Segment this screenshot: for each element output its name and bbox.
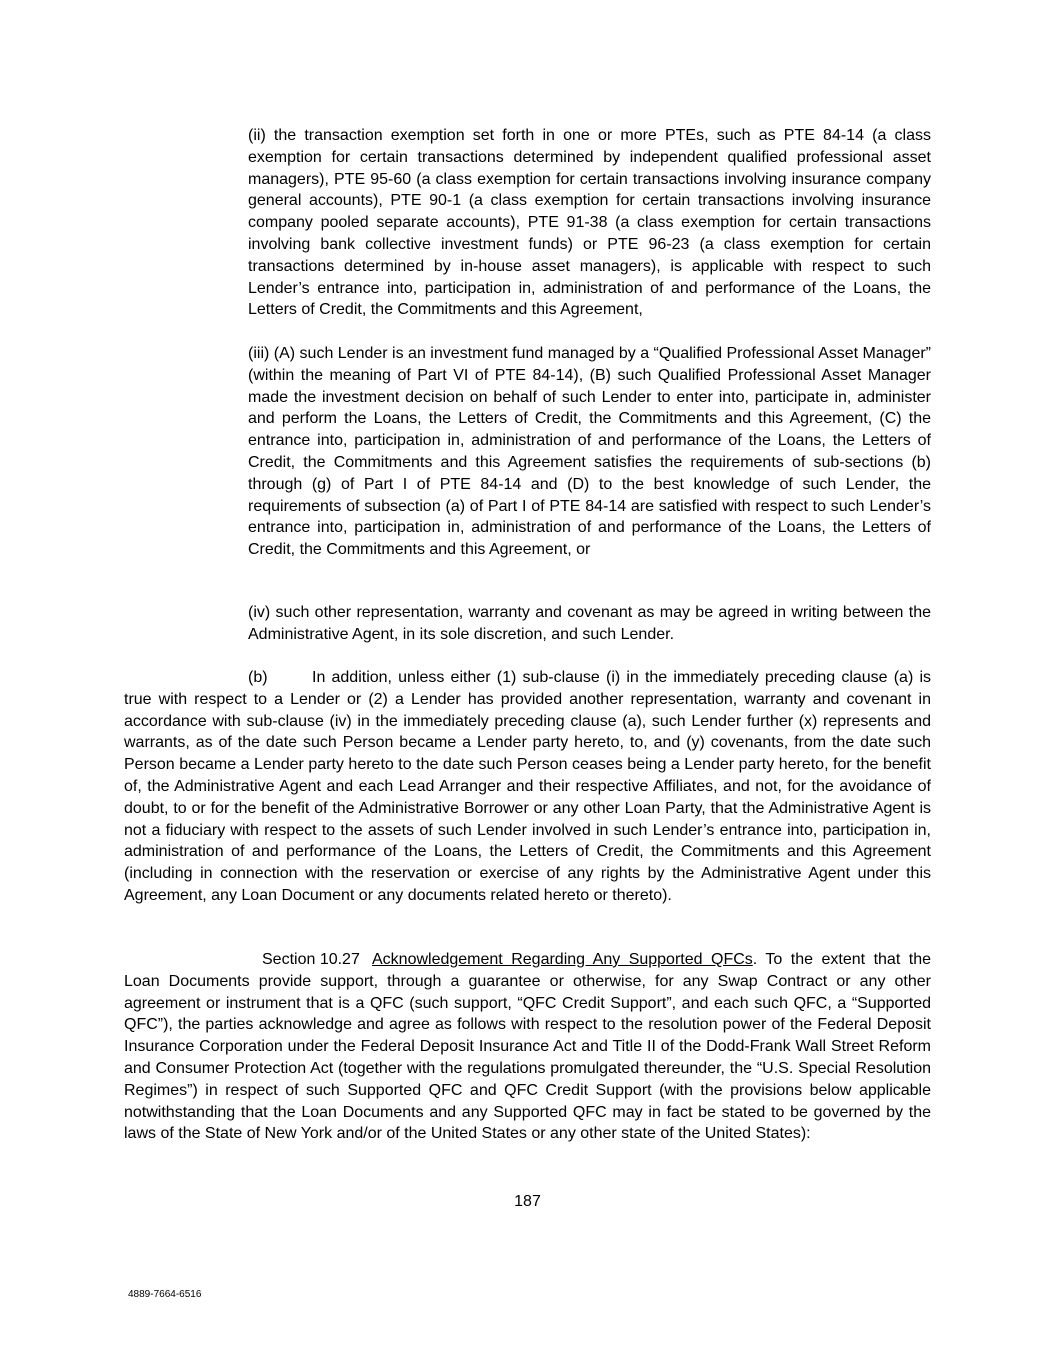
section-heading: Acknowledgement Regarding Any Supported QFCs — [372, 951, 753, 968]
paragraph-clause-ii: (ii) the transaction exemption set forth in one or more PTEs, such as PTE 84-14 (a class exemption for certain transactions determined by independent qualified professional asset managers), PTE 95-60 (a class exemption for certain transactions involving insurance company general accounts), PTE 90-1 (a class exemption for certain transactions involving insurance company pooled separate accounts), PTE 91-38 (a class exemption for certain transactions involving bank collective investment funds) or PTE 96-23 (a class exemption for certain transactions determined by in-house asset managers), is applicable with respect to such Lender’s entrance into, participation in, administration of and performance of the Loans, the Letters of Credit, the Commitments and this Agreement, — [248, 127, 931, 319]
page-number: 187 — [514, 1193, 541, 1210]
clause-b-text: In addition, unless either (1) sub-clause (i) in the immediately preceding clause (a) is true with respect to a Lender or (2) a Lender has provided another representation, warranty and covenant in accordance with sub-clause (iv) in the immediately preceding clause (a), such Lender further (x) represents and warrants, as of the date such Person became a Lender party hereto, to, and (y) covenants, from the date such Person became a Lender party hereto to the date such Person ceases being a Lender party hereto, for the benefit of, the Administrative Agent and each Lead Arranger and their respective Affiliates, and not, for the avoidance of doubt, to or for the benefit of the Administrative Borrower or any other Loan Party, that the Administrative Agent is not a fiduciary with respect to the assets of such Lender involved in such Lender’s entrance into, participation in, administration of and performance of the Loans, the Letters of Credit, the Commitments and this Agreement (including in connection with the reservation or exercise of any rights by the Administrative Agent under this Agreement, any Loan Document or any documents related hereto or thereto). — [124, 669, 931, 904]
paragraph-section-10-27 — [124, 949, 931, 1145]
section-number: Section 10.27 — [262, 951, 360, 968]
paragraph-clause-iv: (iv) such other representation, warranty and covenant as may be agreed in writing between the Administrative Agent, in its sole discretion, and such Lender. — [248, 604, 931, 643]
paragraph-clause-b — [124, 667, 931, 907]
document-id: 4889-7664-6516 — [128, 1289, 202, 1300]
section-text: . To the extent that the Loan Documents provide support, through a guarantee or otherwise, for any Swap Contract or any other agreement or instrument that is a QFC (such support, “QFC Credit Support”, and each such QFC, a “Supported QFC”), the parties acknowledge and agree as follows with respect to the resolution power of the Federal Deposit Insurance Corporation under the Federal Deposit Insurance Act and Title II of the Dodd-Frank Wall Street Reform and Consumer Protection Act (together with the regulations promulgated thereunder, the “U.S. Special Resolution Regimes”) in respect of such Supported QFC and QFC Credit Support (with the provisions below applicable notwithstanding that the Loan Documents and any Supported QFC may in fact be stated to be governed by the laws of the State of New York and/or of the United States or any other state of the United States): — [124, 951, 931, 1143]
paragraph-clause-iii: (iii) (A) such Lender is an investment fund managed by a “Qualified Professional Asset Manager” (within the meaning of Part VI of PTE 84-14), (B) such Qualified Professional Asset Manager made the investment decision on behalf of such Lender to enter into, participate in, administer and perform the Loans, the Letters of Credit, the Commitments and this Agreement, (C) the entrance into, participation in, administration of and performance of the Loans, the Letters of Credit, the Commitments and this Agreement satisfies the requirements of sub-sections (b) through (g) of Part I of PTE 84-14 and (D) to the best knowledge of such Lender, the requirements of subsection (a) of Part I of PTE 84-14 are satisfied with respect to such Lender’s entrance into, participation in, administration of and performance of the Loans, the Letters of Credit, the Commitments and this Agreement, or — [248, 345, 932, 559]
clause-b-label: (b) — [248, 669, 268, 686]
